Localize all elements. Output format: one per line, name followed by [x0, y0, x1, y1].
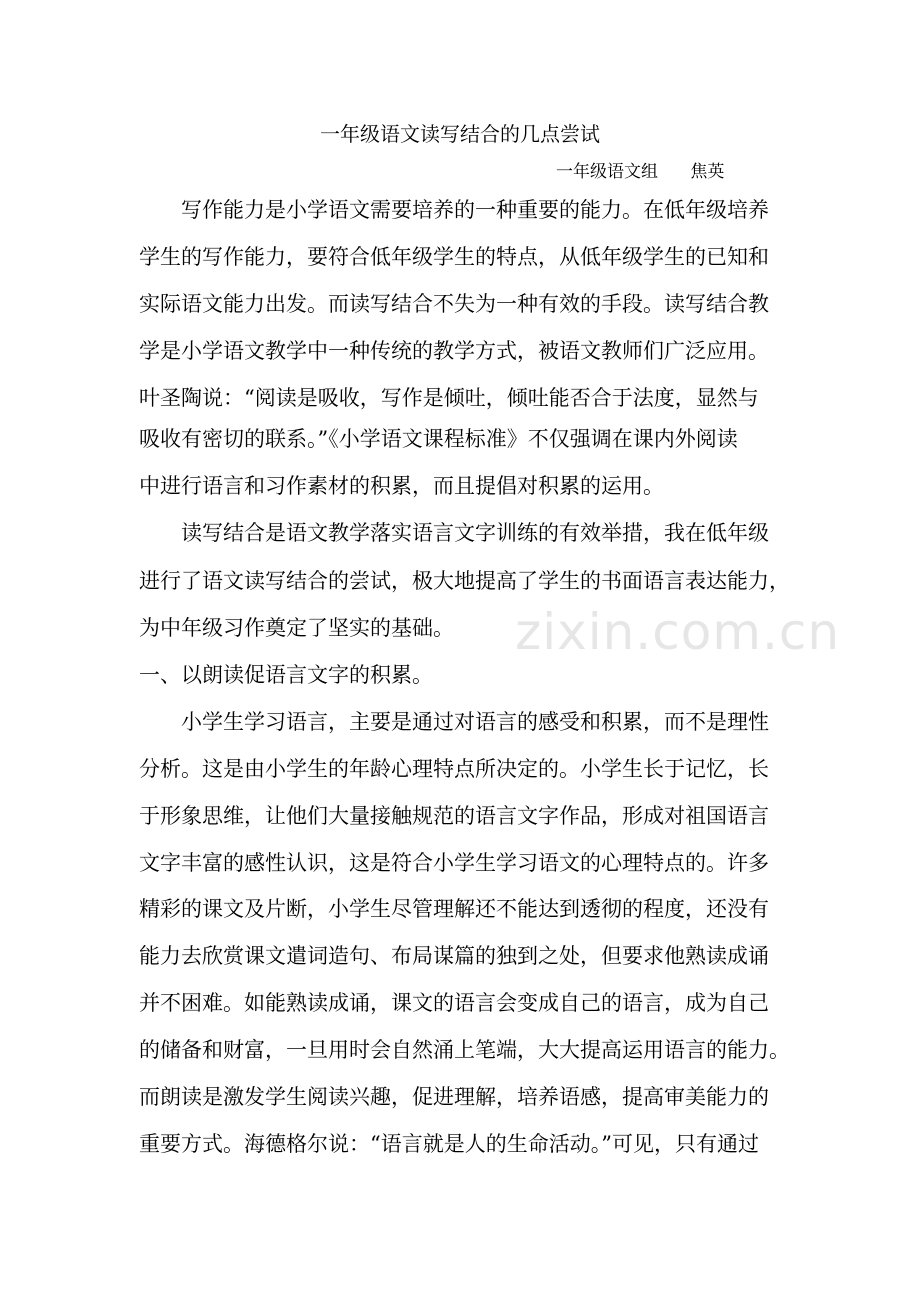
body-line: 并不困难。如能熟读成诵，课文的语言会变成自己的语言，成为自己	[139, 991, 769, 1015]
body-line: 重要方式。海德格尔说：“语言就是人的生命活动。”可见，只有通过	[139, 1132, 759, 1156]
body-line: 学是小学语文教学中一种传统的教学方式，被语文教师们广泛应用。	[139, 339, 769, 363]
document-title: 一年级语文读写结合的几点尝试	[320, 122, 600, 146]
body-line: 能力去欣赏课文遣词造句、布局谋篇的独到之处，但要求他熟读成诵	[139, 944, 769, 968]
body-line: 于形象思维，让他们大量接触规范的语言文字作品，形成对祖国语言	[139, 804, 769, 828]
body-line: 叶圣陶说：“阅读是吸收，写作是倾吐，倾吐能否合于法度，显然与	[139, 386, 759, 410]
body-line: 分析。这是由小学生的年龄心理特点所决定的。小学生长于记忆，长	[139, 757, 769, 781]
body-line: 的储备和财富，一旦用时会自然涌上笔端，大大提高运用语言的能力。	[139, 1038, 790, 1062]
body-line: 写作能力是小学语文需要培养的一种重要的能力。在低年级培养	[139, 198, 769, 222]
body-line: 精彩的课文及片断，小学生尽管理解还不能达到透彻的程度，还没有	[139, 897, 769, 921]
watermark: zixin.com.cn	[515, 603, 841, 661]
body-line: 进行了语文读写结合的尝试，极大地提高了学生的书面语言表达能力，	[139, 569, 790, 593]
body-line: 而朗读是激发学生阅读兴趣，促进理解，培养语感，提高审美能力的	[139, 1085, 769, 1109]
body-line: 文字丰富的感性认识，这是符合小学生学习语文的心理特点的。许多	[139, 851, 769, 875]
body-line: 为中年级习作奠定了坚实的基础。	[139, 616, 454, 640]
body-line: 吸收有密切的联系。”《小学语文课程标准》不仅强调在课内外阅读	[139, 427, 738, 451]
body-line: 中进行语言和习作素材的积累，而且提倡对积累的运用。	[139, 474, 664, 498]
body-line: 学生的写作能力，要符合低年级学生的特点，从低年级学生的已知和	[139, 245, 769, 269]
document-author: 一年级语文组 焦英	[556, 162, 725, 182]
body-line: 读写结合是语文教学落实语言文字训练的有效举措，我在低年级	[139, 521, 769, 545]
body-line: 小学生学习语言，主要是通过对语言的感受和积累，而不是理性	[139, 710, 769, 734]
body-line: 一、以朗读促语言文字的积累。	[139, 663, 433, 687]
body-line: 实际语文能力出发。而读写结合不失为一种有效的手段。读写结合教	[139, 292, 769, 316]
